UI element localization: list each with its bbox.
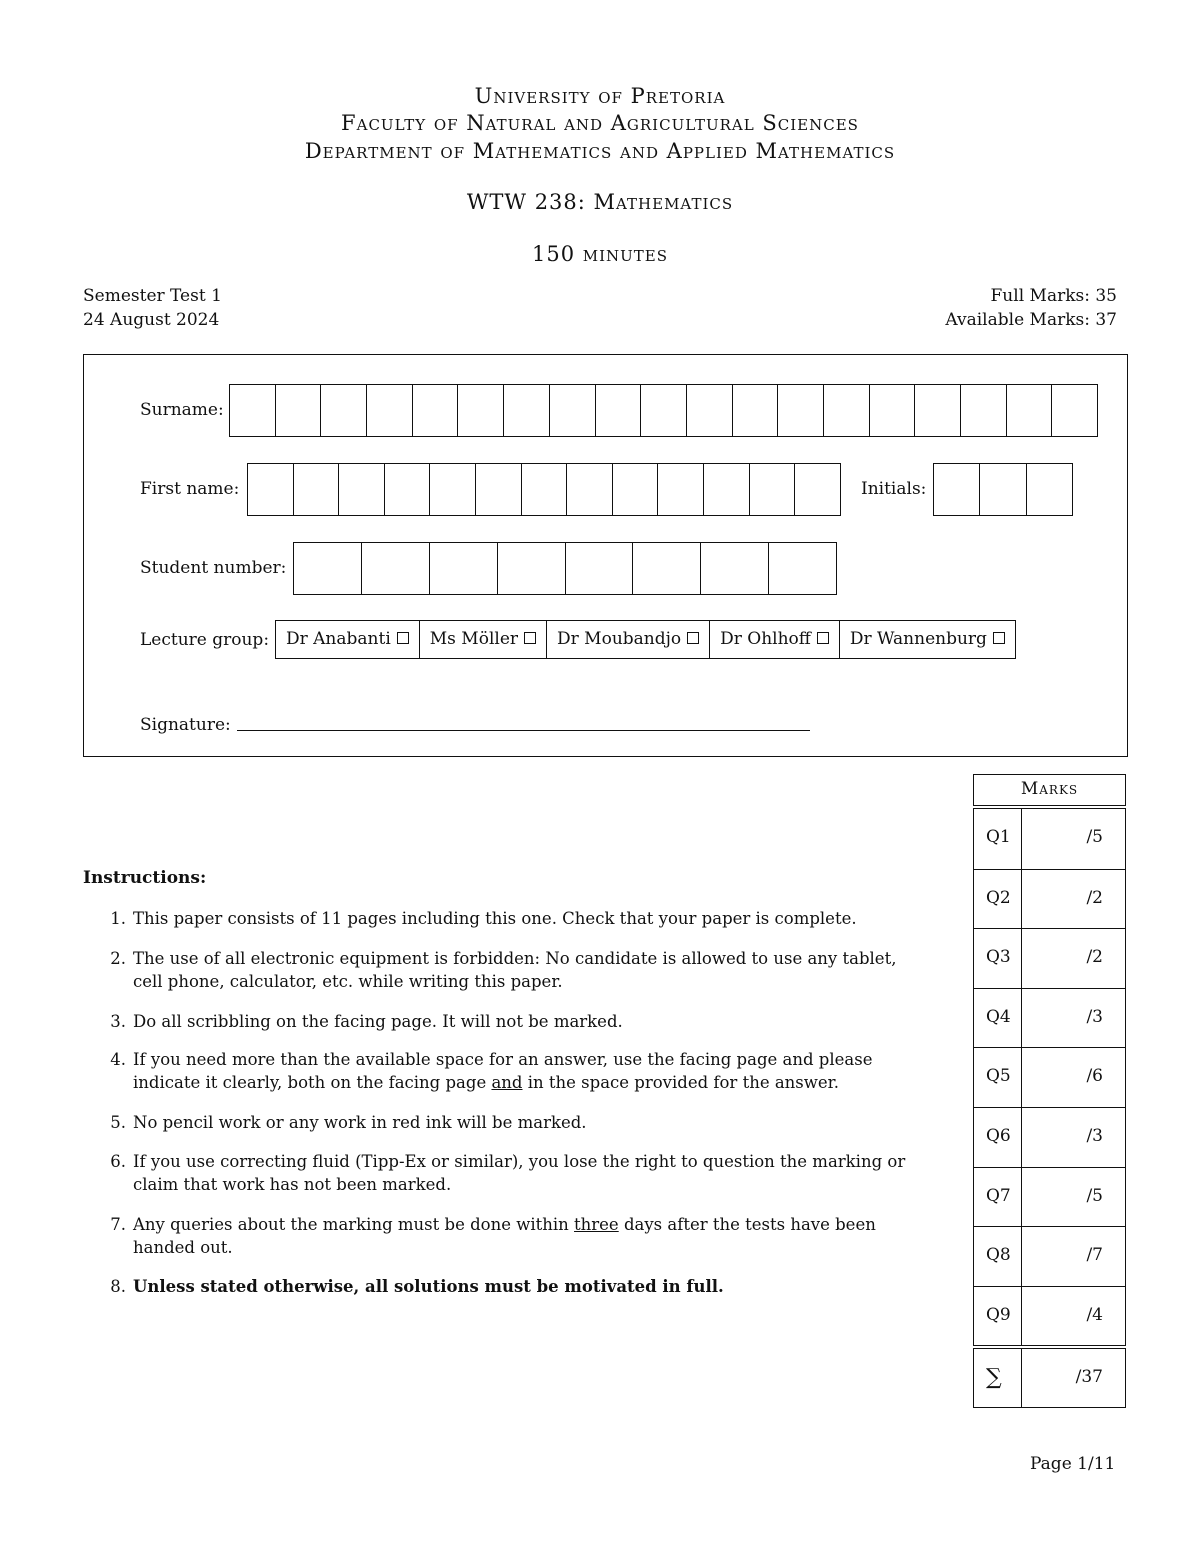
surname-cell[interactable] (777, 385, 823, 436)
instruction-number: 3. (110, 1012, 126, 1031)
marks-total-row (973, 1348, 1126, 1408)
instruction-number: 6. (110, 1152, 126, 1171)
checkbox-icon[interactable] (397, 632, 409, 644)
instruction-item (100, 1150, 920, 1196)
surname-cell[interactable] (366, 385, 412, 436)
initials-field[interactable] (933, 463, 1073, 516)
initials-label: Initials: (861, 479, 927, 499)
question-marks: /6 (1086, 1066, 1103, 1087)
surname-cell[interactable] (732, 385, 778, 436)
surname-cell[interactable] (1006, 385, 1052, 436)
first-name-cell[interactable] (612, 464, 658, 515)
question-label: Q9 (974, 1287, 1022, 1346)
university-name: University of Pretoria (474, 84, 726, 108)
instruction-item (100, 1111, 920, 1134)
student-number-field[interactable] (293, 542, 837, 595)
lecturer-option-anabanti[interactable] (276, 621, 419, 658)
student-number-cell[interactable] (768, 543, 836, 594)
lecturer-option-ohlhoff[interactable] (709, 621, 839, 658)
surname-cell[interactable] (320, 385, 366, 436)
lecturer-name: Dr Anabanti (286, 629, 391, 649)
instruction-number: 4. (110, 1050, 126, 1069)
surname-cell[interactable] (595, 385, 641, 436)
first-name-field[interactable] (247, 463, 841, 516)
marks-row (974, 809, 1125, 869)
course-title: WTW 238: Mathematics (466, 190, 734, 214)
first-name-cell[interactable] (338, 464, 384, 515)
instruction-text: This paper consists of 11 pages including this one. Check that your paper is complete. (133, 909, 857, 928)
question-marks: /3 (1086, 1006, 1103, 1027)
lecturer-option-moubandjo[interactable] (546, 621, 709, 658)
question-marks: /5 (1086, 827, 1103, 847)
question-marks: /3 (1086, 1125, 1103, 1146)
lecture-group-options (275, 620, 1016, 659)
initials-cell[interactable] (979, 464, 1025, 515)
question-label: Q5 (974, 1048, 1022, 1107)
lecturer-option-wannenburg[interactable] (839, 621, 1015, 658)
available-marks: Available Marks: 37 (945, 310, 1117, 330)
surname-cell[interactable] (640, 385, 686, 436)
surname-cell[interactable] (1051, 385, 1097, 436)
student-number-cell[interactable] (497, 543, 565, 594)
marks-table-header: Marks (973, 774, 1126, 806)
marks-row (974, 869, 1125, 929)
first-name-cell[interactable] (248, 464, 293, 515)
signature-label: Signature: (140, 715, 231, 735)
faculty-name: Faculty of Natural and Agricultural Sciences (341, 111, 859, 135)
lecturer-name: Dr Wannenburg (849, 629, 987, 649)
surname-cell[interactable] (823, 385, 869, 436)
student-number-cell[interactable] (565, 543, 633, 594)
department-name: Department of Mathematics and Applied Mathematics (304, 139, 896, 163)
marks-row (974, 1226, 1125, 1286)
instruction-item (100, 1275, 920, 1298)
question-marks: /7 (1086, 1245, 1103, 1266)
test-name: Semester Test 1 (83, 286, 222, 306)
instruction-item (100, 907, 920, 930)
page-number: Page 1/11 (1030, 1454, 1116, 1474)
instruction-text: The use of all electronic equipment is forbidden: No candidate is allowed to use any tablet, cell phone, calculator, etc. while writing this paper. (133, 949, 897, 991)
first-name-cell[interactable] (749, 464, 795, 515)
student-number-cell[interactable] (294, 543, 361, 594)
first-name-cell[interactable] (794, 464, 840, 515)
duration: 150 minutes (531, 242, 669, 266)
initials-cell[interactable] (1026, 464, 1072, 515)
surname-cell[interactable] (914, 385, 960, 436)
instruction-text: Unless stated otherwise, all solutions must be motivated in full. (133, 1277, 724, 1296)
instruction-item (100, 1048, 920, 1094)
surname-cell[interactable] (686, 385, 732, 436)
surname-cell[interactable] (275, 385, 321, 436)
student-number-cell[interactable] (632, 543, 700, 594)
surname-cell[interactable] (230, 385, 275, 436)
first-name-cell[interactable] (703, 464, 749, 515)
marks-row (974, 1107, 1125, 1167)
instruction-text: If you need more than the available space for an answer, use the facing page and please indicate it clearly, both on the facing page and in the space provided for the answer. (133, 1050, 873, 1092)
instruction-number: 7. (110, 1215, 126, 1234)
instruction-text: Do all scribbling on the facing page. It will not be marked. (133, 1012, 623, 1031)
lecturer-name: Dr Ohlhoff (720, 629, 811, 649)
question-label: Q6 (974, 1108, 1022, 1167)
checkbox-icon[interactable] (817, 632, 829, 644)
first-name-cell[interactable] (384, 464, 430, 515)
marks-row (974, 988, 1125, 1048)
instruction-text: If you use correcting fluid (Tipp-Ex or similar), you lose the right to question the marking or claim that work has not been marked. (133, 1152, 906, 1194)
student-number-cell[interactable] (361, 543, 429, 594)
instruction-number: 5. (110, 1113, 126, 1132)
surname-cell[interactable] (960, 385, 1006, 436)
lecturer-name: Ms Möller (429, 629, 519, 649)
marks-row (974, 1286, 1125, 1346)
instruction-item (100, 947, 920, 993)
instruction-number: 8. (110, 1277, 126, 1296)
instruction-number: 1. (110, 909, 126, 928)
initials-cell[interactable] (934, 464, 979, 515)
checkbox-icon[interactable] (993, 632, 1005, 644)
instruction-text: Any queries about the marking must be done within three days after the tests have been handed out. (133, 1215, 876, 1257)
surname-cell[interactable] (869, 385, 915, 436)
checkbox-icon[interactable] (687, 632, 699, 644)
question-label: Q1 (974, 809, 1022, 869)
marks-table (973, 808, 1126, 1346)
sum-icon: ∑ (974, 1349, 1022, 1407)
student-number-label: Student number: (140, 558, 287, 578)
instructions-title: Instructions: (83, 868, 207, 888)
lecturer-option-moller[interactable] (419, 621, 546, 658)
question-marks: /2 (1086, 947, 1103, 968)
first-name-cell[interactable] (521, 464, 567, 515)
lecturer-name: Dr Moubandjo (557, 629, 682, 649)
first-name-label: First name: (140, 479, 240, 499)
question-label: Q4 (974, 989, 1022, 1048)
marks-row (974, 928, 1125, 988)
total-marks: /37 (1075, 1367, 1103, 1387)
question-marks: /2 (1086, 887, 1103, 908)
surname-field[interactable] (229, 384, 1098, 437)
signature-line[interactable] (237, 730, 810, 731)
marks-row (974, 1047, 1125, 1107)
full-marks: Full Marks: 35 (990, 286, 1117, 306)
surname-cell[interactable] (503, 385, 549, 436)
instruction-number: 2. (110, 949, 126, 968)
instruction-text: No pencil work or any work in red ink will be marked. (133, 1113, 587, 1132)
test-date: 24 August 2024 (83, 310, 220, 330)
question-marks: /4 (1086, 1304, 1103, 1325)
checkbox-icon[interactable] (524, 632, 536, 644)
surname-cell[interactable] (412, 385, 458, 436)
lecture-group-label: Lecture group: (140, 630, 270, 650)
question-label: Q8 (974, 1227, 1022, 1286)
question-label: Q2 (974, 870, 1022, 929)
surname-cell[interactable] (549, 385, 595, 436)
instruction-item (100, 1010, 920, 1033)
question-label: Q3 (974, 929, 1022, 988)
question-label: Q7 (974, 1168, 1022, 1227)
first-name-cell[interactable] (566, 464, 612, 515)
first-name-cell[interactable] (657, 464, 703, 515)
surname-cell[interactable] (457, 385, 503, 436)
first-name-cell[interactable] (429, 464, 475, 515)
first-name-cell[interactable] (293, 464, 339, 515)
first-name-cell[interactable] (475, 464, 521, 515)
student-number-cell[interactable] (429, 543, 497, 594)
instruction-item (100, 1213, 920, 1259)
question-marks: /5 (1086, 1185, 1103, 1206)
student-number-cell[interactable] (700, 543, 768, 594)
marks-row (974, 1167, 1125, 1227)
surname-label: Surname: (140, 400, 224, 420)
